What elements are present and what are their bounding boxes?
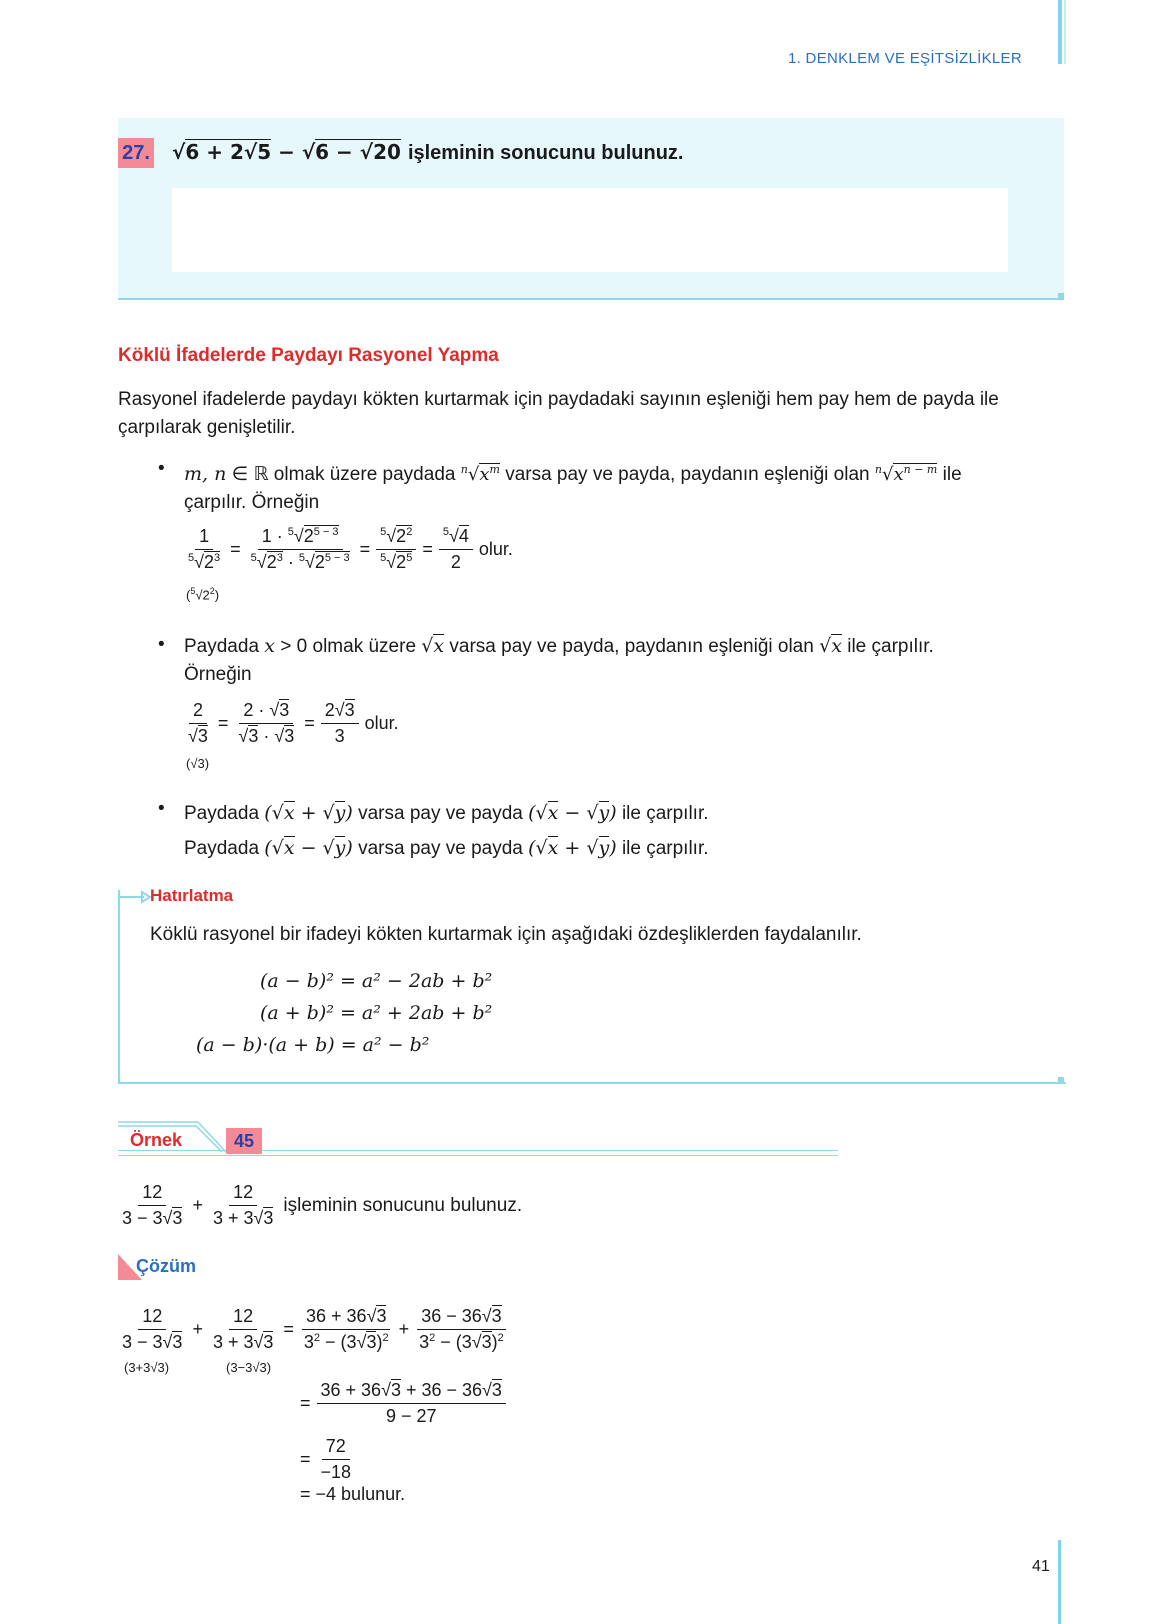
bullet-1-example: $\frac{1}{^5√2^3}$ = $\frac{1 \cdot ^5√2^{5 - 3}}{^5√2^3 \cdot ^5√2^{5 - 3}}$ = $\frac{^5√2^2}{^5√2^5}$ = $\frac{^5√4}{2}$ olur. bbox=[188, 526, 513, 572]
header-accent-bar bbox=[1058, 0, 1062, 64]
example-label: Örnek bbox=[130, 1130, 183, 1150]
solution-step-1: $\frac{12}{3 - 3√3}$ + $\frac{12}{3 + 3√3}$ = $\frac{36 + 36√3}{3^2 - (3√3)^2}$ + $\frac{36 - 36√3}{3^2 - (3√3)^2}$ bbox=[122, 1306, 504, 1352]
example-number-badge: 45 bbox=[226, 1128, 262, 1154]
answer-box[interactable] bbox=[172, 188, 1008, 272]
question-instruction: işleminin sonucunu bulunuz. bbox=[407, 142, 684, 164]
example-underline-2 bbox=[118, 1155, 838, 1156]
solution-multiplier-hint-1: (3+3√3) bbox=[124, 1360, 170, 1375]
question-text bbox=[172, 140, 683, 165]
identity-1: (a − b)² = a² − 2ab + b² bbox=[260, 970, 493, 992]
solution-step-4: = −4 bulunur. bbox=[300, 1484, 406, 1504]
bullet-3-text: Paydada (√x + √y) varsa pay ve payda (√x − √y) ile çarpılır. Paydada (√x − √y) varsa pay ve payda (√x + √y) ile çarpılır. bbox=[184, 802, 709, 859]
panel-corner-dot bbox=[1058, 293, 1064, 299]
page-number-accent-bar bbox=[1058, 1540, 1061, 1624]
bullet-2-example: $\frac{2}{√3}$ = $\frac{2 \cdot √3}{√3 \cdot √3}$ = $\frac{2√3}{3}$ olur. bbox=[188, 700, 399, 746]
bullet-dot: • bbox=[158, 458, 165, 479]
solution-step-2: = $\frac{36 + 36√3 + 36 - 36√3}{9 - 27}$ bbox=[300, 1380, 506, 1427]
bullet-2-text: Paydada x > 0 olmak üzere √x varsa pay ve payda, paydanın eşleniği olan √x ile çarpılır. Örneğin bbox=[184, 635, 934, 685]
reminder-arrow-icon bbox=[118, 890, 152, 904]
solution-multiplier-hint-2: (3−3√3) bbox=[226, 1360, 272, 1375]
bullet-dot: • bbox=[158, 634, 165, 655]
reminder-text: Köklü rasyonel bir ifadeyi kökten kurtarmak için aşağıdaki özdeşliklerden faydalanılır. bbox=[150, 924, 862, 945]
solution-label: Çözüm bbox=[136, 1256, 196, 1276]
reminder-corner-dot bbox=[1058, 1077, 1064, 1083]
header-accent-bar-thin bbox=[1064, 0, 1066, 64]
section-title: Köklü İfadelerde Paydayı Rasyonel Yapma bbox=[118, 345, 499, 366]
bullet-1-text: m, n ∈ ℝ olmak üzere paydada $^n√x^m$ varsa pay ve payda, paydanın eşleniği olan $^n√x^{n - m}$ ile çarpılır. Örneğin bbox=[184, 463, 962, 513]
identity-2: (a + b)² = a² + 2ab + b² bbox=[260, 1002, 493, 1024]
identity-3: (a − b)·(a + b) = a² − b² bbox=[196, 1034, 430, 1056]
reminder-title: Hatırlatma bbox=[150, 886, 234, 905]
chapter-header: 1. DENKLEM VE EŞİTSİZLİKLER bbox=[787, 50, 1022, 67]
bullet-1-multiplier-hint: $(^5√2^2)$ bbox=[186, 586, 220, 603]
question-number-badge: 27. bbox=[118, 138, 154, 168]
solution-step-3: = $\frac{72}{-18}$ bbox=[300, 1436, 352, 1482]
page-number: 41 bbox=[1032, 1558, 1050, 1575]
section-intro: Rasyonel ifadelerde paydayı kökten kurtarmak için paydadaki sayının eşleniği hem pay hem de payda ile çarpılarak genişletilir. bbox=[118, 389, 999, 438]
bullet-2-multiplier-hint: (√3) bbox=[186, 756, 210, 771]
example-instruction: işleminin sonucunu bulunuz. bbox=[283, 1194, 523, 1216]
question-expression: √6 + 2√5 − √6 − √20 bbox=[172, 140, 401, 164]
example-problem: $\frac{12}{3 - 3√3}$ + $\frac{12}{3 + 3√3}$ işleminin sonucunu bulunuz. bbox=[122, 1182, 523, 1228]
bullet-dot: • bbox=[158, 798, 165, 819]
